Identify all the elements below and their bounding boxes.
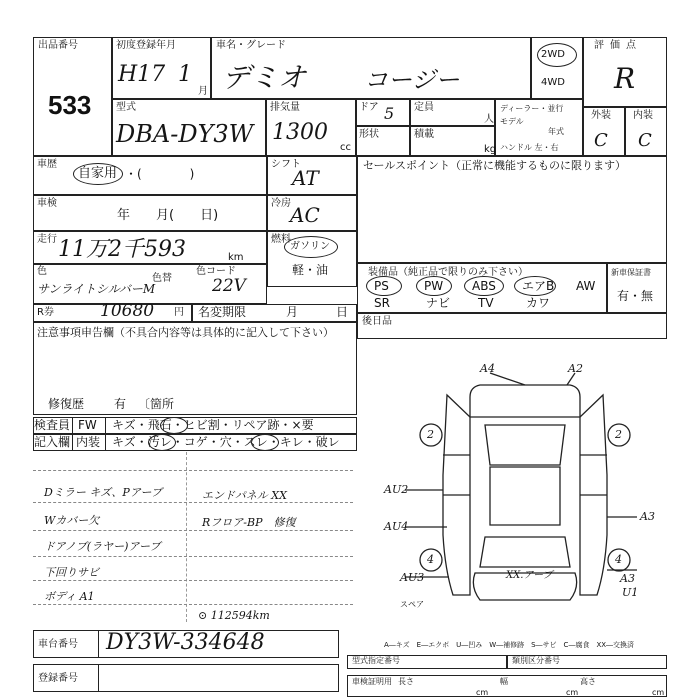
mark-spare: スペア <box>400 600 424 609</box>
mark-au3: AU3 <box>400 571 425 584</box>
mark-2-left: 2 <box>427 428 434 441</box>
equip-circle-airbag <box>514 276 556 296</box>
color-label: 色 <box>37 266 47 277</box>
interior-grade: C <box>638 130 652 151</box>
color-code: 22V <box>212 276 246 296</box>
fuel-label: 燃料 <box>271 234 291 245</box>
exterior-grade: C <box>594 130 608 151</box>
nen-label: 年式 <box>548 127 564 136</box>
yen-label: 円 <box>174 307 184 318</box>
displacement-label: 排気量 <box>270 102 300 113</box>
score-label: 評価点 <box>594 40 642 51</box>
shift-label: シフト <box>271 159 301 170</box>
model-value: DBA-DY3W <box>116 120 254 148</box>
inspector-circle <box>160 417 188 434</box>
first-reg-year: H17 <box>118 62 166 87</box>
notes-divider <box>186 452 187 622</box>
note-line-3 <box>33 530 353 531</box>
cm-1: cm <box>476 688 489 697</box>
color-value: サンライトシルバーM <box>37 282 156 296</box>
first-reg-month: 1 <box>178 62 192 87</box>
inspector-label: 検査員 <box>34 418 71 432</box>
note-line-6 <box>33 604 353 605</box>
kg-label: kg <box>484 144 497 155</box>
sales-point-label: セールスポイント（正常に機能するものに限ります） <box>363 159 627 172</box>
handnote-7: Rフロア-BP 修復 <box>202 516 296 529</box>
mileage-value: 11万2千593 <box>58 237 186 262</box>
mark-xx: XX.アーブ <box>506 570 553 581</box>
equip-sr: SR <box>374 296 390 310</box>
doors-label: ドア <box>359 102 379 113</box>
handnote-1: Dミラー キズ、Pアーブ <box>44 486 162 499</box>
writer-interior: 内装 <box>76 435 101 449</box>
width-label: 幅 <box>500 677 508 686</box>
doors-value: 5 <box>384 104 395 123</box>
mark-4-right: 4 <box>615 553 622 566</box>
score-value: R <box>614 62 636 95</box>
month-suffix: 月 <box>198 86 208 97</box>
class-designation: 類別区分番号 <box>512 656 560 665</box>
equip-aw: AW <box>576 279 596 293</box>
note-line-5 <box>33 580 353 581</box>
ac-value: AC <box>290 203 320 227</box>
fuel-circled: ガソリン <box>290 241 330 252</box>
repair-label: 修復歴 <box>48 397 85 411</box>
displacement-value: 1300 <box>272 120 328 145</box>
color-code-label: 色コード <box>196 266 236 277</box>
exterior-label: 外装 <box>591 110 611 121</box>
car-name-label: 車名・グレード <box>216 40 286 51</box>
inspection-value: 年 月( 日) <box>117 208 219 223</box>
handnote-2: Wカバー欠 <box>44 514 100 527</box>
after-box <box>357 313 667 339</box>
model-year-label: モデル <box>500 117 524 126</box>
sales-point-box <box>357 156 667 263</box>
mark-4-left: 4 <box>427 553 434 566</box>
color-change-label: 色替 <box>152 273 172 284</box>
equip-navi: ナビ <box>426 296 451 310</box>
legend-text: A―キズ E―エクボ U―凹み W―補修跡 S―サビ C―腐食 XX―交換済 <box>384 641 635 649</box>
equip-tv: TV <box>478 296 494 310</box>
dealer-label: ディーラー・並行 <box>500 104 564 113</box>
inspection-label: 車検 <box>37 198 57 209</box>
history-label: 車歴 <box>37 159 57 170</box>
term-month: 月 <box>286 305 299 319</box>
fw-label: FW <box>78 418 97 432</box>
handnote-3: ドアノブ(ラヤー)アーブ <box>44 540 161 553</box>
mark-a2-top: A2 <box>568 362 583 375</box>
drive-4wd: 4WD <box>541 77 565 88</box>
mark-2-right: 2 <box>615 428 622 441</box>
handnote-5: ボディ A1 <box>44 590 95 603</box>
reg-label: 登録番号 <box>38 673 78 684</box>
writer-label: 記入欄 <box>34 435 71 449</box>
repair-value: 有 <box>114 397 127 411</box>
lot-number: 533 <box>48 90 92 120</box>
after-day-label: 後日品 <box>362 316 392 327</box>
lot-label: 出品番号 <box>38 40 78 51</box>
mark-u1: U1 <box>622 586 639 599</box>
first-reg-label: 初度登録年月 <box>116 40 176 51</box>
grade: コージー <box>364 66 460 94</box>
handnote-6: エンドパネル XX <box>202 489 287 502</box>
person-unit: 人 <box>484 114 494 125</box>
equip-circle-abs <box>464 276 504 296</box>
mark-au4: AU4 <box>384 520 409 533</box>
equipment-label: 装備品（純正品で限りのみ下さい） <box>368 267 528 278</box>
model-label: 型式 <box>116 102 136 113</box>
type-designation: 型式指定番号 <box>352 656 400 665</box>
vehicle-cert: 車検証明用 <box>352 677 392 686</box>
chassis-label: 車台番号 <box>38 639 78 650</box>
km-unit: km <box>228 252 244 263</box>
ac-label: 冷房 <box>271 198 291 209</box>
recycle-label: R券 <box>37 307 54 318</box>
recycle-value: 10680 <box>100 301 155 321</box>
cc-unit: cc <box>340 142 351 153</box>
handle-label: ハンドル 左・右 <box>500 143 559 152</box>
note-line-1 <box>33 470 353 471</box>
interior-label: 内装 <box>633 110 653 121</box>
note-line-4 <box>33 556 353 557</box>
equip-abs: ABS <box>472 279 496 293</box>
equip-ps: PS <box>374 279 389 293</box>
shape-label: 形状 <box>359 129 379 140</box>
term-day: 日 <box>336 305 349 319</box>
height-label: 高さ <box>580 677 596 686</box>
history-value: 自家用 <box>78 166 118 181</box>
inspector-items: キズ・飛石・ヒビ割・リペア跡・×要 <box>112 418 314 432</box>
warranty-value: 有・無 <box>617 289 654 303</box>
repair-place: 〔箇所 <box>138 397 175 411</box>
writer-circle-1 <box>148 434 176 451</box>
drive-2wd: 2WD <box>541 49 565 60</box>
equip-leather: カワ <box>526 296 551 310</box>
fuel-other: 軽・油 <box>292 263 329 277</box>
equip-circle-ps <box>366 276 402 296</box>
cm-2: cm <box>566 688 579 697</box>
history-dots: ・( ) <box>125 167 195 181</box>
mark-a4: A4 <box>480 362 495 375</box>
equip-circle-pw <box>416 276 452 296</box>
warranty-label: 新車保証書 <box>611 268 651 277</box>
handnote-8: ⊙ 112594km <box>198 609 270 622</box>
mileage-label: 走行 <box>37 234 57 245</box>
equip-pw: PW <box>424 279 444 293</box>
handnote-4: 下回りサビ <box>44 566 99 579</box>
mark-au2: AU2 <box>384 483 409 496</box>
length-label: 長さ <box>398 677 414 686</box>
term-label: 名変期限 <box>198 305 247 319</box>
notes-label: 注意事項申告欄（不具合内容等は具体的に記入して下さい） <box>37 326 334 339</box>
cm-3: cm <box>652 688 665 697</box>
shift-value: AT <box>292 166 319 190</box>
writer-circle-2 <box>251 434 279 451</box>
mark-a3-lower: A3 <box>620 572 635 585</box>
mark-a3-upper: A3 <box>640 510 655 523</box>
writer-items: キズ・汚レ・コゲ・穴・スレ・キレ・破レ <box>112 435 340 449</box>
load-label: 積載 <box>414 129 434 140</box>
note-line-2 <box>33 502 353 503</box>
capacity-label: 定員 <box>414 102 434 113</box>
equip-airbag: エアB <box>522 279 555 293</box>
car-name: デミオ <box>222 61 307 94</box>
chassis-value: DY3W-334648 <box>106 630 265 655</box>
